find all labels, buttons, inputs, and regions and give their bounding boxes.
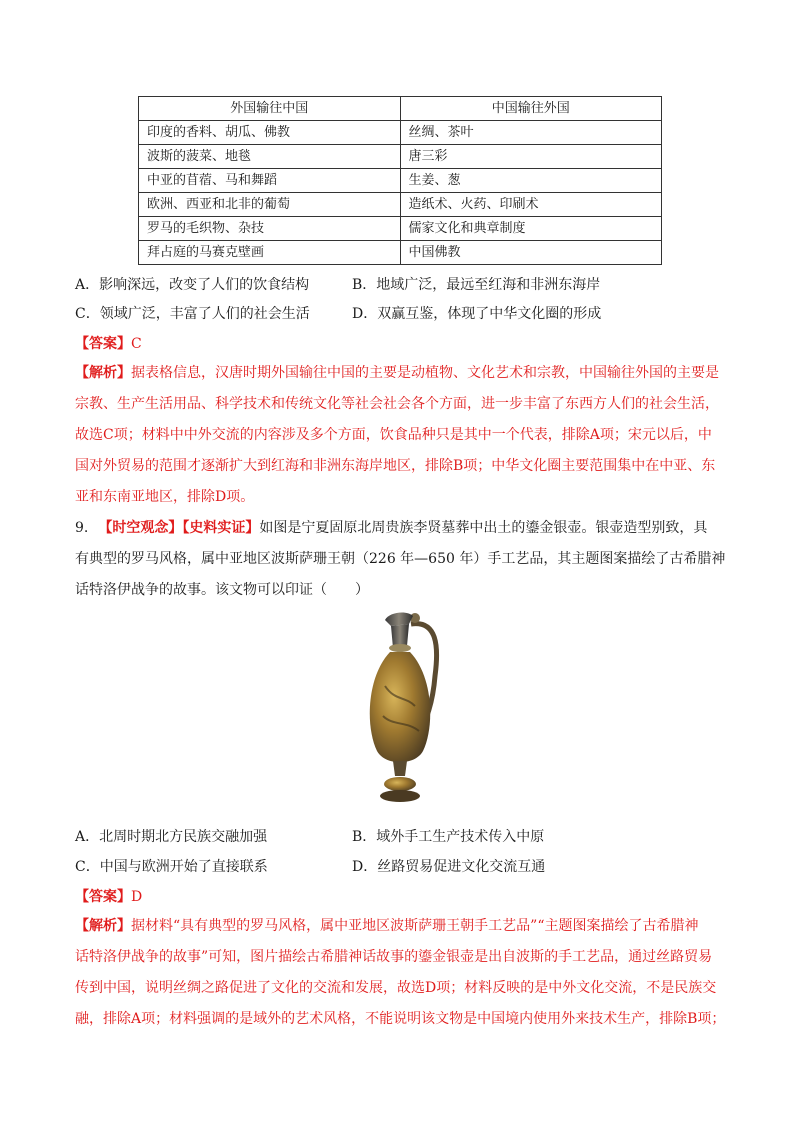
- answer-tag: 【答案】: [75, 336, 131, 352]
- table-row: [139, 169, 662, 193]
- q8-option-b: B．地域广泛，最远至红海和非洲东海岸: [352, 277, 601, 293]
- table-header: 中国输往外国: [400, 97, 662, 121]
- table-cell: 丝绸、茶叶: [400, 121, 662, 145]
- q8-analysis-line: 亚和东南亚地区，排除D项。: [75, 489, 255, 505]
- analysis-text: 据材料“具有典型的罗马风格，属中亚地区波斯萨珊王朝手工艺品”“主题图案描绘了古希腊神: [131, 918, 699, 934]
- q9-stem-line: 话特洛伊战争的故事。该文物可以印证（ ）: [75, 582, 369, 598]
- analysis-text: 据表格信息，汉唐时期外国输往中国的主要是动植物、文化艺术和宗教，中国输往外国的主要是: [131, 365, 719, 381]
- q8-option-a: A．影响深远，改变了人们的饮食结构: [75, 277, 310, 293]
- question-number: 9.: [75, 520, 89, 536]
- q8-answer: [75, 334, 142, 354]
- table-row: [139, 217, 662, 241]
- answer-tag: 【答案】: [75, 889, 131, 905]
- q9-stem: [75, 518, 707, 538]
- q8-option-c: C．领域广泛，丰富了人们的社会生活: [75, 306, 310, 322]
- tag-time-space: 【时空观念】: [98, 520, 183, 536]
- table-cell: 造纸术、火药、印刷术: [400, 193, 662, 217]
- q9-option-a: A．北周时期北方民族交融加强: [75, 829, 268, 845]
- q8-analysis-line: 宗教、生产生活用品、科学技术和传统文化等社会社会各个方面，进一步丰富了东西方人们的社会生活，: [75, 396, 719, 412]
- q8-analysis-line: 国对外贸易的范围才逐渐扩大到红海和非洲东海岸地区，排除B项；中华文化圈主要范围集中在中亚、东: [75, 458, 716, 474]
- table-header-row: [139, 97, 662, 121]
- table-cell: 波斯的菠菜、地毯: [139, 145, 401, 169]
- answer-value: D: [131, 889, 143, 905]
- q8-analysis-line: [75, 363, 719, 383]
- analysis-tag: 【解析】: [75, 918, 131, 934]
- table-row: [139, 145, 662, 169]
- q9-stem-line: 有典型的罗马风格，属中亚地区波斯萨珊王朝（226 年—650 年）手工艺品，其主题图案描绘了古希腊神: [75, 551, 726, 567]
- table-cell: 罗马的毛织物、杂技: [139, 217, 401, 241]
- table-cell: 中国佛教: [400, 241, 662, 265]
- table-cell: 生姜、葱: [400, 169, 662, 193]
- table-cell: 唐三彩: [400, 145, 662, 169]
- table-row: [139, 193, 662, 217]
- q9-analysis-line: 融，排除A项；材料强调的是域外的艺术风格，不能说明该文物是中国境内使用外来技术生产，排除B项；: [75, 1011, 726, 1027]
- q8-option-d: D．双赢互鉴，体现了中华文化圈的形成: [352, 306, 602, 322]
- table-cell: 中亚的苜蓿、马和舞蹈: [139, 169, 401, 193]
- table-cell: 儒家文化和典章制度: [400, 217, 662, 241]
- tag-historical-evidence: 【史料实证】: [182, 520, 260, 536]
- table-header: 外国输往中国: [139, 97, 401, 121]
- q9-option-d: D．丝路贸易促进文化交流互通: [352, 859, 546, 875]
- analysis-tag: 【解析】: [75, 365, 131, 381]
- exchange-table: [138, 96, 662, 265]
- q9-analysis-line: [75, 916, 698, 936]
- q9-option-c: C．中国与欧洲开始了直接联系: [75, 859, 268, 875]
- table-cell: 拜占庭的马赛克壁画: [139, 241, 401, 265]
- gilded-silver-ewer-image: [345, 606, 455, 811]
- table-cell: 印度的香料、胡瓜、佛教: [139, 121, 401, 145]
- q9-analysis-line: 话特洛伊战争的故事”可知，图片描绘古希腊神话故事的鎏金银壶是出自波斯的手工艺品，通过丝路贸易: [75, 949, 713, 965]
- answer-value: C: [131, 336, 142, 352]
- table-row: [139, 241, 662, 265]
- q9-analysis-line: 传到中国，说明丝绸之路促进了文化的交流和发展，故选D项；材料反映的是中外文化交流，不是民族交: [75, 980, 717, 996]
- q9-option-b: B．域外手工生产技术传入中原: [352, 829, 545, 845]
- table-cell: 欧洲、西亚和北非的葡萄: [139, 193, 401, 217]
- stem-text: 如图是宁夏固原北周贵族李贤墓葬中出土的鎏金银壶。银壶造型别致，具: [259, 520, 708, 536]
- table-row: [139, 121, 662, 145]
- q8-analysis-line: 故选C项；材料中中外交流的内容涉及多个方面，饮食品种只是其中一个代表，排除A项；宋元以后，中: [75, 427, 712, 443]
- q9-answer: [75, 887, 142, 907]
